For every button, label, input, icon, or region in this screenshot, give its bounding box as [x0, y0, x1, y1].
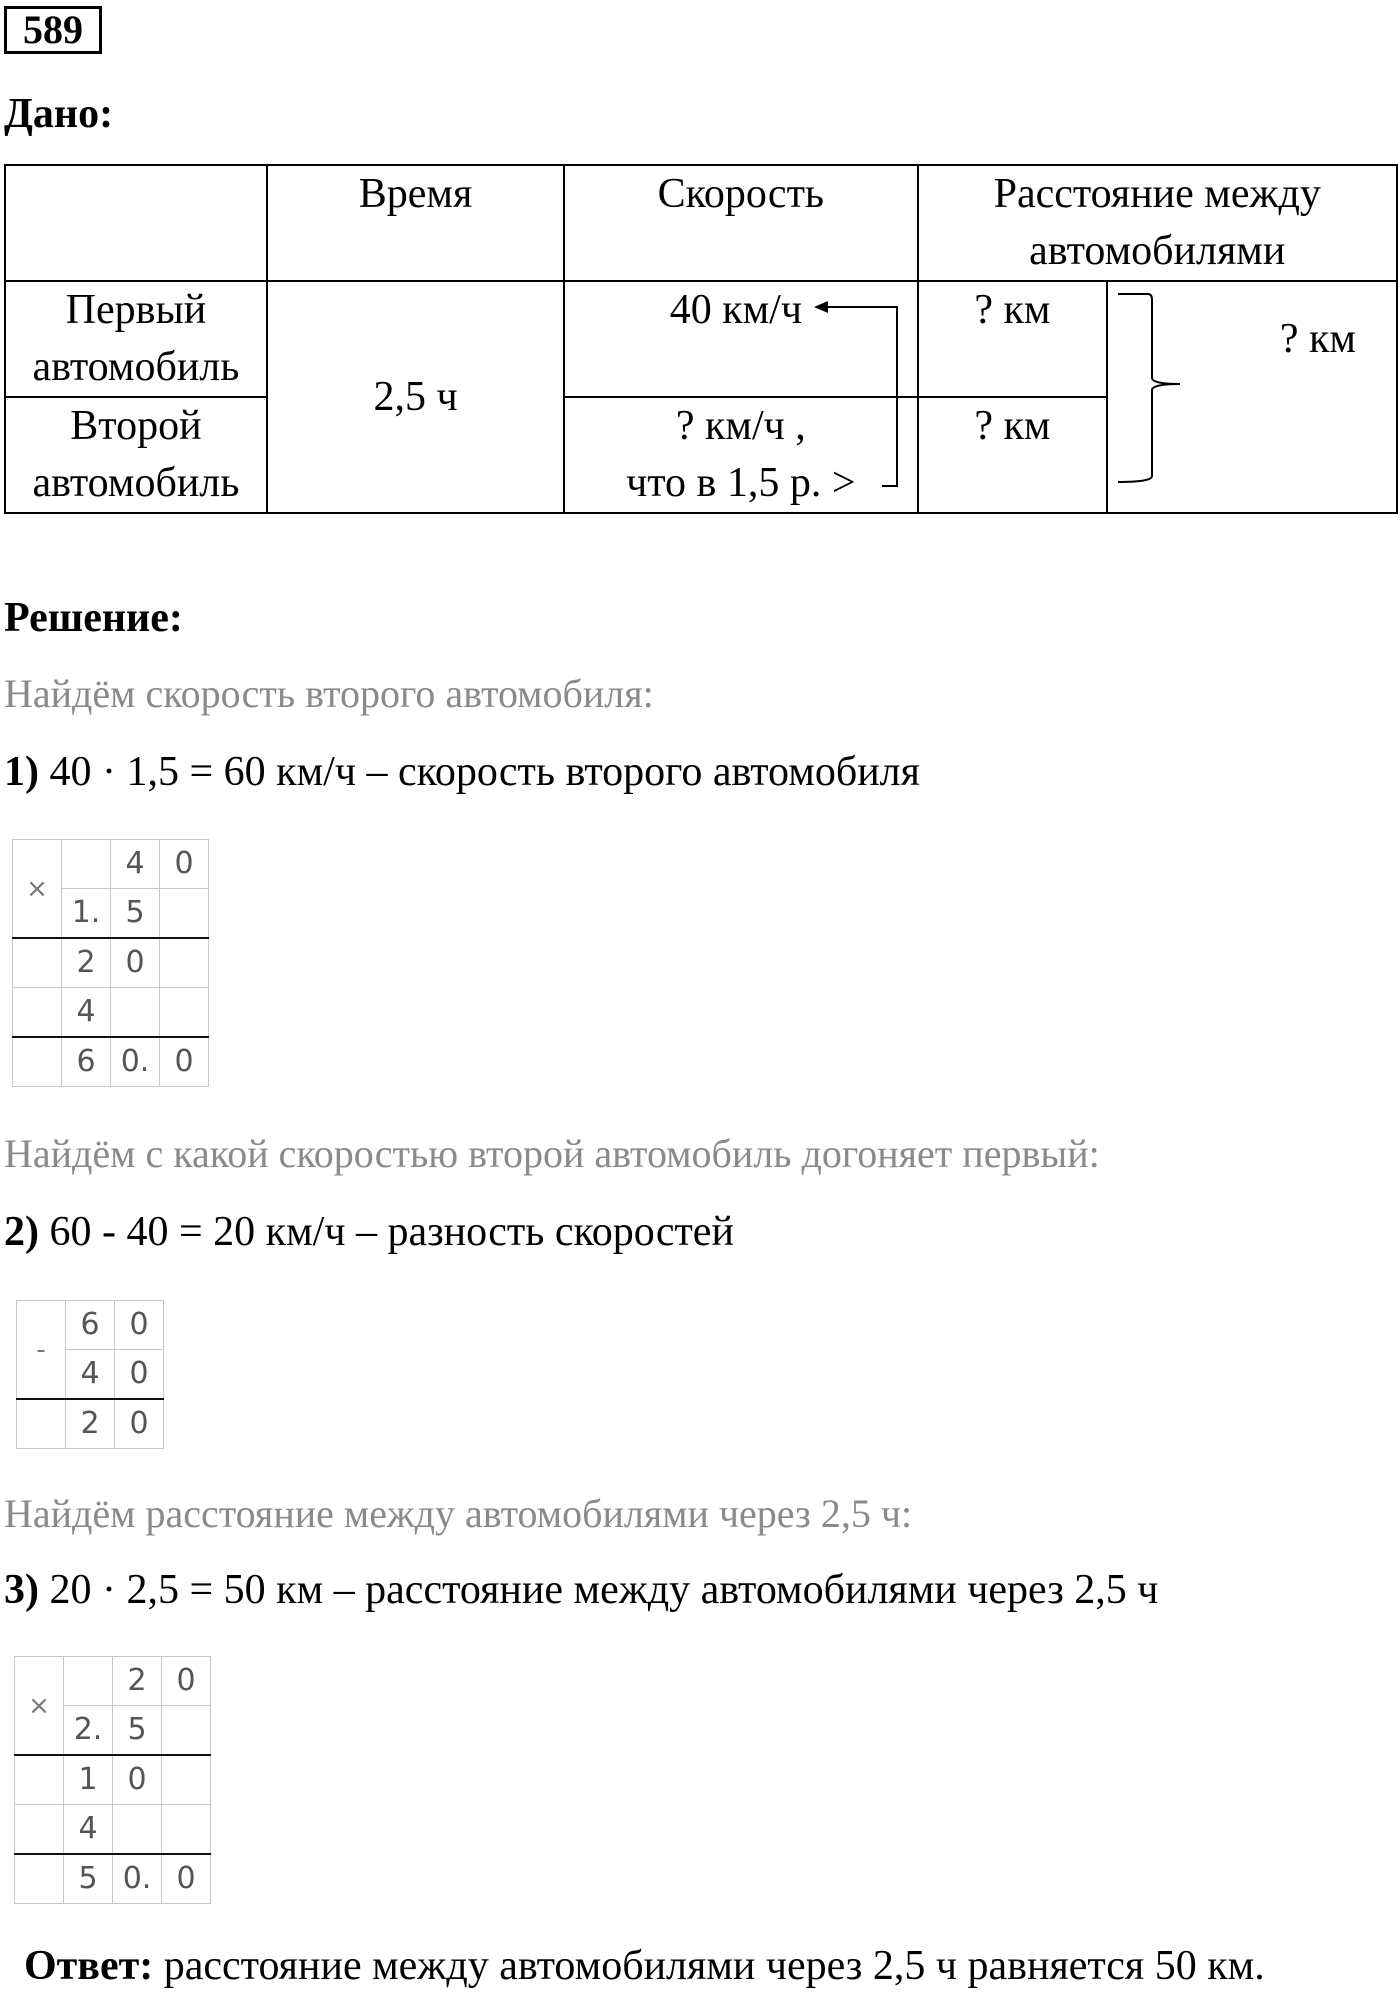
calc-cell: 2: [113, 1657, 162, 1706]
distance-brace-icon: [1118, 294, 1180, 482]
given-heading: Дано:: [4, 91, 114, 137]
table-annotations: [0, 0, 1400, 520]
calc-cell: 0: [115, 1399, 164, 1449]
arrow-head-icon: [814, 301, 828, 313]
step-1-hint: Найдём скорость второго автомобиля:: [4, 671, 654, 716]
step-3-text: 20 · 2,5 = 50 км – расстояние между автомобилями через 2,5 ч: [49, 1567, 1159, 1613]
calc-cell: [13, 988, 62, 1038]
header-time: Время: [267, 165, 564, 281]
comparison-arrow: [822, 307, 897, 486]
step-2-hint: Найдём с какой скоростью второй автомобиль догоняет первый:: [4, 1131, 1100, 1176]
row-name-second: Второй автомобиль: [5, 397, 267, 513]
calc-cell: 2: [62, 938, 111, 988]
speed-second-line1: ? км/ч ,: [675, 403, 806, 449]
calc-cell: 6: [62, 1037, 111, 1087]
distance-first: ? км: [918, 281, 1108, 397]
step-1-text: 40 · 1,5 = 60 км/ч – скорость второго автомобиля: [49, 749, 920, 795]
total-distance-cell: ? км: [1107, 281, 1397, 397]
step-2-number: 2): [4, 1209, 39, 1255]
calc-cell: [13, 1037, 62, 1087]
calc-cell: [64, 1657, 113, 1706]
calc-operator: ×: [13, 840, 62, 939]
step-1-column-calc: [12, 839, 209, 1087]
calc-cell: 2.: [64, 1706, 113, 1756]
calc-operator: ×: [15, 1657, 64, 1756]
calc-cell: 2: [66, 1399, 115, 1449]
calc-cell: 5: [111, 889, 160, 939]
calc-cell: 0: [115, 1350, 164, 1400]
answer: [24, 1942, 1265, 1990]
speed-second-line2: что в 1,5 р. >: [626, 460, 856, 506]
calc-cell: 0.: [113, 1854, 162, 1904]
step-2-column-calc: [16, 1300, 164, 1449]
calc-cell: [62, 840, 111, 889]
header-distance: Расстояние между автомобилями: [918, 165, 1398, 281]
calc-cell: 0: [111, 938, 160, 988]
calc-cell: [160, 988, 209, 1038]
calc-cell: 0: [160, 840, 209, 889]
calc-cell: 4: [64, 1805, 113, 1855]
calc-cell: 0: [115, 1301, 164, 1350]
answer-text: расстояние между автомобилями через 2,5 ч равняется 50 км.: [153, 1943, 1265, 1989]
step-1-number: 1): [4, 749, 39, 795]
row-name-first: Первый автомобиль: [5, 281, 267, 397]
time-cell: 2,5 ч: [267, 281, 564, 513]
calc-cell: [113, 1805, 162, 1855]
calc-cell: 4: [66, 1350, 115, 1400]
calc-cell: [162, 1805, 211, 1855]
calc-cell: 4: [62, 988, 111, 1038]
calc-operator: -: [17, 1301, 66, 1400]
calc-cell: 5: [64, 1854, 113, 1904]
header-speed: Скорость: [564, 165, 917, 281]
calc-cell: 0.: [111, 1037, 160, 1087]
answer-label: Ответ:: [24, 1943, 154, 1989]
calc-cell: 0: [160, 1037, 209, 1087]
solution-heading: Решение:: [4, 595, 183, 641]
calc-cell: [111, 988, 160, 1038]
calc-cell: 1.: [62, 889, 111, 939]
step-1-line: [4, 748, 920, 796]
step-2-line: [4, 1208, 734, 1256]
calc-cell: 6: [66, 1301, 115, 1350]
step-3-line: [4, 1566, 1158, 1614]
calc-cell: [15, 1805, 64, 1855]
calc-cell: 1: [64, 1755, 113, 1805]
calc-cell: [162, 1755, 211, 1805]
step-3-hint: Найдём расстояние между автомобилями через 2,5 ч:: [4, 1491, 913, 1536]
calc-cell: [160, 889, 209, 939]
calc-cell: [15, 1854, 64, 1904]
calc-cell: [162, 1706, 211, 1756]
step-2-text: 60 - 40 = 20 км/ч – разность скоростей: [49, 1209, 734, 1255]
distance-second: ? км: [918, 397, 1108, 513]
calc-cell: 0: [162, 1657, 211, 1706]
calc-cell: 5: [113, 1706, 162, 1756]
problem-number: 589: [4, 6, 102, 54]
calc-cell: 4: [111, 840, 160, 889]
step-3-number: 3): [4, 1567, 39, 1613]
calc-cell: [17, 1399, 66, 1449]
calc-cell: 0: [113, 1755, 162, 1805]
calc-cell: 0: [162, 1854, 211, 1904]
step-3-column-calc: [14, 1656, 211, 1904]
calc-cell: [160, 938, 209, 988]
calc-cell: [13, 938, 62, 988]
calc-cell: [15, 1755, 64, 1805]
speed-first: 40 км/ч: [564, 281, 917, 397]
